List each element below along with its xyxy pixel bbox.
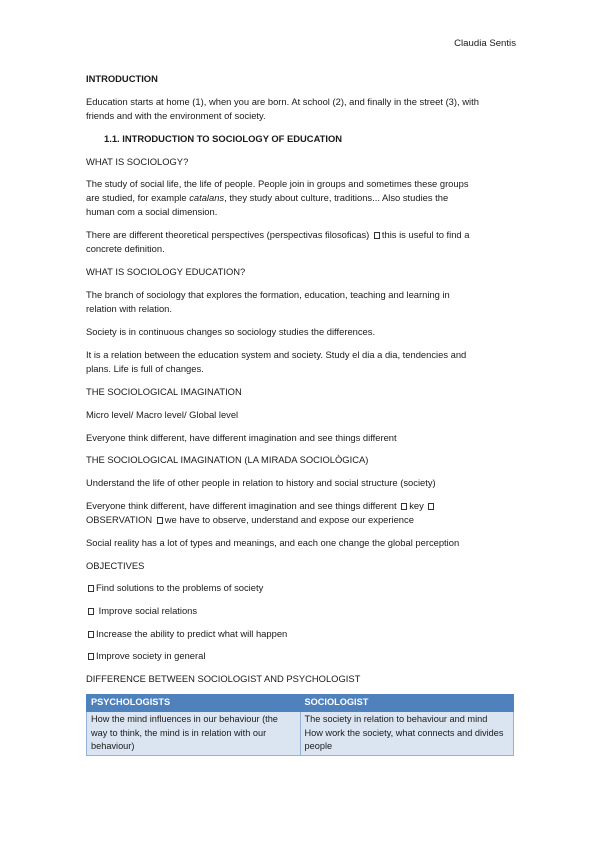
think-different-line: Everyone think different, have different imagination and see things different	[86, 432, 397, 443]
sociological-imagination-heading: THE SOCIOLOGICAL IMAGINATION	[86, 386, 242, 397]
objective-item: Increase the ability to predict what will happen	[86, 627, 287, 641]
sociology-paragraph-line-2: are studied, for example catalans, they study about culture, traditions... Also studies the	[86, 192, 449, 203]
subsection-heading: 1.1. INTRODUCTION TO SOCIOLOGY OF EDUCATION	[104, 133, 343, 144]
table-row	[87, 712, 514, 756]
perspectives-line-2: concrete definition.	[86, 243, 165, 254]
levels-line: Micro level/ Macro level/ Global level	[86, 409, 239, 420]
relation-line-2: plans. Life is full of changes.	[86, 363, 204, 374]
think-key-line: Everyone think different, have different imagination and see things different key	[86, 499, 436, 513]
objective-item: Improve society in general	[86, 649, 205, 663]
education-paragraph-line-1: The branch of sociology that explores the formation, education, teaching and learning in	[86, 289, 450, 300]
objective-item: Improve social relations	[86, 604, 197, 618]
education-paragraph-line-2: relation with relation.	[86, 303, 172, 314]
sociology-paragraph-line-3: human com a social dimension.	[86, 206, 218, 217]
perspectives-line-1: There are different theoretical perspectives (perspectivas filosoficas) this is useful to find a	[86, 229, 470, 240]
sociology-paragraph-line-1: The study of social life, the life of people. People join in groups and sometimes these groups	[86, 178, 469, 189]
relation-line-1: It is a relation between the education system and society. Study el dia a dia, tendencies and	[86, 349, 467, 360]
society-changes-line: Society is in continuous changes so sociology studies the differences.	[86, 326, 376, 337]
bullet-glyph-icon	[88, 631, 94, 638]
what-is-sociology-education-heading: WHAT IS SOCIOLOGY EDUCATION?	[86, 266, 246, 277]
understand-life-line: Understand the life of other people in relation to history and social structure (society)	[86, 477, 436, 488]
arrow-glyph-icon	[157, 517, 163, 524]
comparison-table	[86, 694, 514, 756]
social-reality-line: Social reality has a lot of types and meanings, and each one change the global perception	[86, 537, 460, 548]
column-header-psychologists: PSYCHOLOGISTS	[87, 695, 301, 712]
sociologist-cell-line-1: The society in relation to behaviour and mind	[304, 714, 488, 724]
intro-heading: INTRODUCTION	[86, 73, 158, 84]
sociologist-cell-line-2: How work the society, what connects and divides people	[304, 727, 504, 751]
objectives-heading: OBJECTIVES	[86, 560, 145, 571]
psychologists-cell: How the mind influences in our behaviour (the way to think, the mind is in relation with our behaviour)	[87, 712, 301, 756]
intro-line-2: friends and with the environment of society.	[86, 110, 266, 121]
difference-heading: DIFFERENCE BETWEEN SOCIOLOGIST AND PSYCHOLOGIST	[86, 673, 361, 684]
sociologist-cell	[300, 712, 514, 756]
arrow-glyph-icon	[374, 232, 380, 239]
objective-item: Find solutions to the problems of society	[86, 581, 263, 595]
bullet-glyph-icon	[88, 653, 94, 660]
what-is-sociology-heading: WHAT IS SOCIOLOGY?	[86, 156, 189, 167]
author-name: Claudia Sentis	[454, 38, 516, 49]
column-header-sociologist: SOCIOLOGIST	[300, 695, 514, 712]
intro-line-1: Education starts at home (1), when you are born. At school (2), and finally in the street (3), with	[86, 96, 479, 107]
sociological-imagination-heading-2: THE SOCIOLOGICAL IMAGINATION (LA MIRADA SOCIOLÒGICA)	[86, 454, 369, 465]
table-header-row	[87, 695, 514, 712]
bullet-glyph-icon	[88, 585, 94, 592]
observation-line: OBSERVATION we have to observe, understand and expose our experience	[86, 514, 414, 525]
bullet-glyph-icon	[88, 608, 94, 615]
arrow-glyph-icon	[401, 503, 407, 510]
arrow-glyph-icon	[428, 503, 434, 510]
